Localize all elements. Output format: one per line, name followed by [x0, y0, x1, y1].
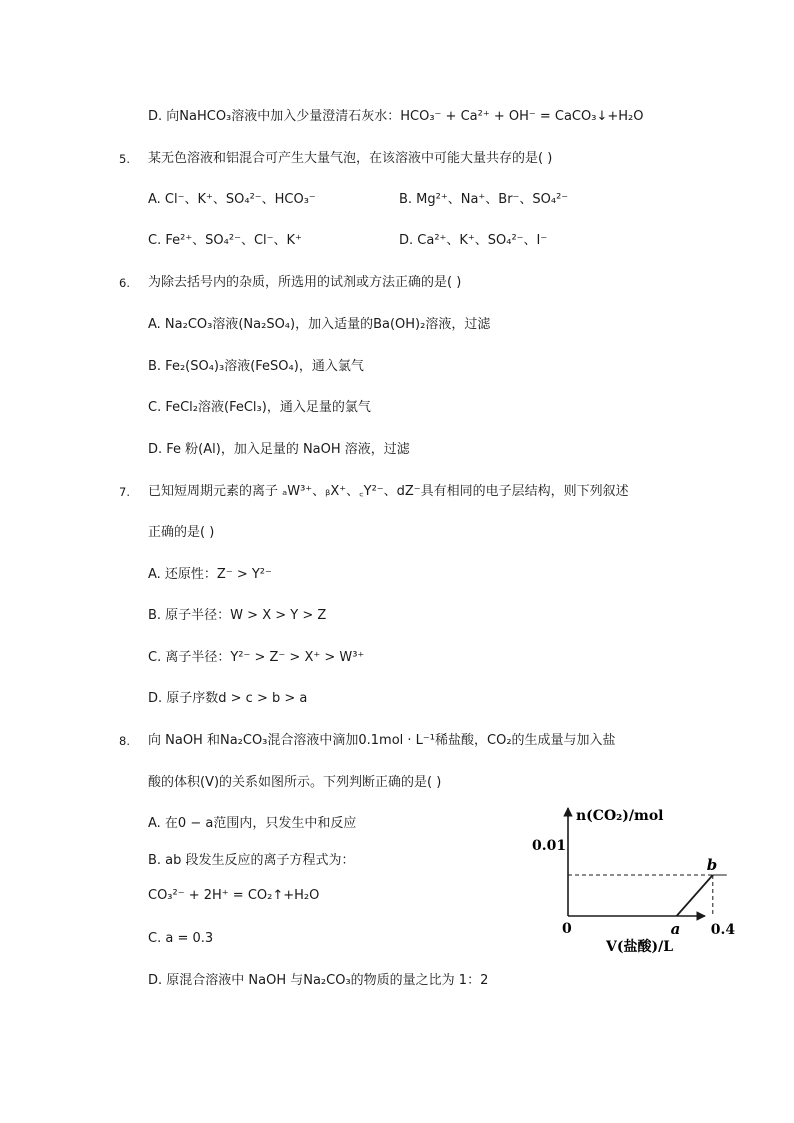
q5-option-b: B. Mg²⁺、Na⁺、Br⁻、SO₄²⁻ [399, 192, 569, 207]
q4-option-d: D. 向NaHCO₃溶液中加入少量澄清石灰水：HCO₃⁻ + Ca²⁺ + OH⁻ = CaCO₃↓+H₂O [148, 109, 644, 124]
q6-option-d: D. Fe 粉(Al)，加入足量的 NaOH 溶液，过滤 [148, 442, 410, 457]
q8-stem-line1: 向 NaOH 和Na₂CO₃混合溶液中滴加0.1mol · L⁻¹稀盐酸，CO₂的生成量与加入盐 [148, 733, 616, 748]
q7-stem-line1: 已知短周期元素的离子 ₐW³⁺、ᵦX⁺、꜀Y²⁻、dZ⁻具有相同的电子层结构，则下列叙述 [148, 484, 629, 499]
q8-number: 8. [119, 734, 130, 748]
q8-stem-line2: 酸的体积(V)的关系如图所示。下列判断正确的是( ) [148, 775, 442, 790]
q6-option-a: A. Na₂CO₃溶液(Na₂SO₄)，加入适量的Ba(OH)₂溶液，过滤 [148, 317, 491, 332]
q6-option-b: B. Fe₂(SO₄)₃溶液(FeSO₄)，通入氯气 [148, 359, 364, 374]
q8-option-a: A. 在0 − a范围内，只发生中和反应 [148, 816, 357, 831]
y-axis-label: n(CO₂)/mol [576, 808, 664, 824]
co2-volume-chart [520, 798, 736, 968]
x-tick-label: 0.4 [710, 922, 736, 938]
q6-number: 6. [119, 276, 130, 290]
q5-option-a: A. Cl⁻、K⁺、SO₄²⁻、HCO₃⁻ [148, 192, 316, 207]
q6-stem: 为除去括号内的杂质，所选用的试剂或方法正确的是( ) [148, 275, 462, 290]
y-tick-label: 0.01 [532, 838, 567, 854]
q8-option-c: C. a = 0.3 [148, 931, 214, 946]
origin-label: 0 [562, 921, 572, 937]
q7-number: 7. [119, 485, 130, 499]
q8-option-d: D. 原混合溶液中 NaOH 与Na₂CO₃的物质的量之比为 1：2 [148, 973, 489, 988]
q5-option-c: C. Fe²⁺、SO₄²⁻、Cl⁻、K⁺ [148, 233, 302, 248]
q7-option-b: B. 原子半径：W > X > Y > Z [148, 608, 327, 623]
q8-option-b-line2: CO₃²⁻ + 2H⁺ = CO₂↑+H₂O [148, 888, 320, 903]
q5-number: 5. [119, 152, 130, 166]
q7-stem-line2: 正确的是( ) [148, 525, 215, 540]
q7-option-a: A. 还原性：Z⁻ > Y²⁻ [148, 567, 272, 582]
q5-option-d: D. Ca²⁺、K⁺、SO₄²⁻、I⁻ [399, 233, 548, 248]
q5-stem: 某无色溶液和铝混合可产生大量气泡，在该溶液中可能大量共存的是( ) [148, 151, 553, 166]
q7-option-c: C. 离子半径：Y²⁻ > Z⁻ > X⁺ > W³⁺ [148, 650, 365, 665]
q6-option-c: C. FeCl₂溶液(FeCl₃)，通入足量的氯气 [148, 400, 371, 415]
x-axis-label: V(盐酸)/L [606, 939, 674, 955]
q7-option-d: D. 原子序数d > c > b > a [148, 691, 308, 706]
series-line-co2 [677, 875, 713, 916]
q8-option-b-line1: B. ab 段发生反应的离子方程式为： [148, 853, 355, 868]
point-a-label: a [670, 920, 681, 938]
point-b-label: b [706, 856, 718, 874]
